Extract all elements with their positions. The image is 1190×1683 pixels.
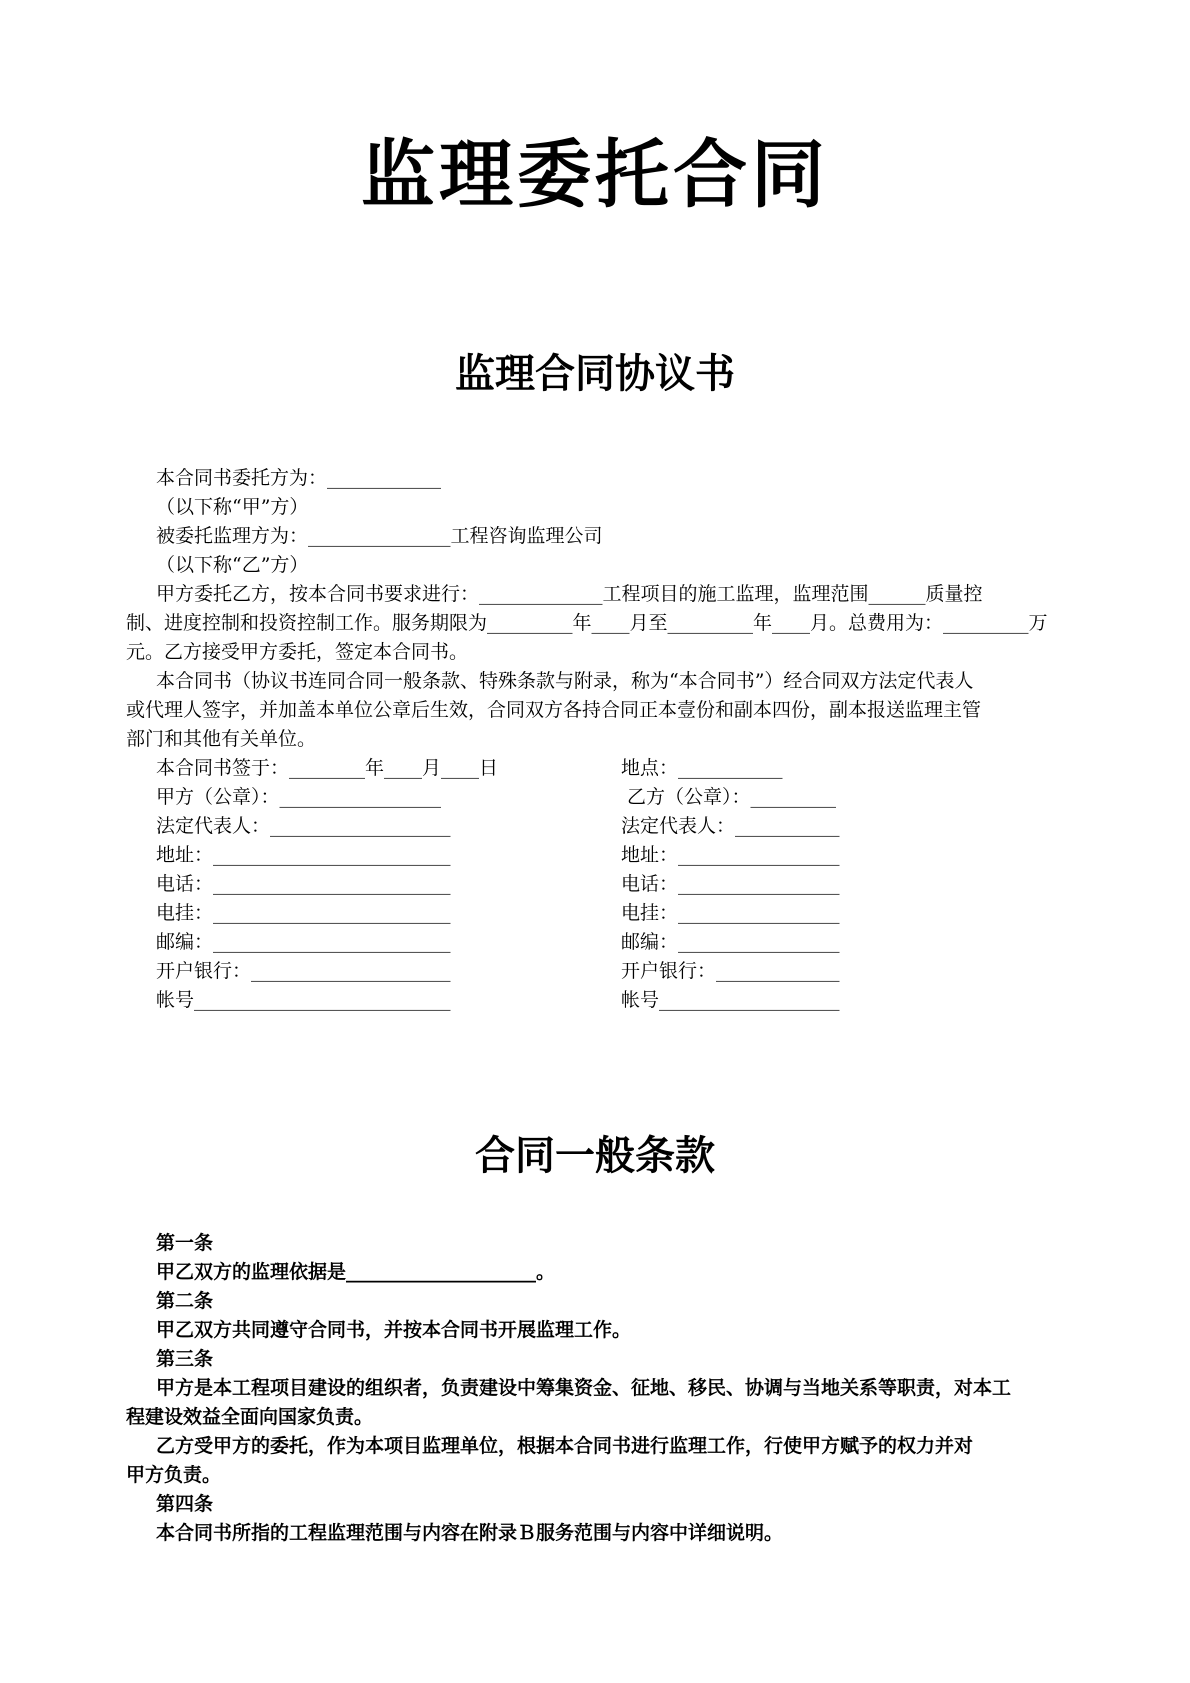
- party-b-account-field: 帐号___________________: [621, 989, 840, 1011]
- article-3-text-line1: 甲方是本工程项目建设的组织者，负责建设中筹集资金、征地、移民、协调与当地关系等职责，对本工: [156, 1377, 1012, 1399]
- party-b-seal-field: 乙方（公章）：_________: [621, 786, 837, 808]
- signing-place-field: 地点：___________: [621, 757, 783, 779]
- party-b-address-field: 地址：_________________: [621, 844, 840, 866]
- article-1-title: 第一条: [156, 1232, 214, 1254]
- party-a-seal-field: 甲方（公章）：_________________: [156, 786, 442, 808]
- party-b-representative-field: 法定代表人：___________: [621, 815, 840, 837]
- party-a-representative-field: 法定代表人：___________________: [156, 815, 451, 837]
- party-a-bank-field: 开户银行：_____________________: [156, 960, 451, 982]
- signed-date-field: 本合同书签于：________年____月____日: [156, 757, 499, 779]
- party-b-phone-field: 电话：_________________: [621, 873, 840, 895]
- article-2-title: 第二条: [156, 1290, 214, 1312]
- party-b-postcode-field: 邮编：_________________: [621, 931, 840, 953]
- party-a-telegraph-field: 电挂：_________________________: [156, 902, 451, 924]
- party-b-alias: （以下称“乙”方）: [156, 554, 309, 576]
- article-4-title: 第四条: [156, 1493, 214, 1515]
- party-b-bank-field: 开户银行：_____________: [621, 960, 840, 982]
- para1-line3: 元。乙方接受甲方委托，签定本合同书。: [126, 641, 469, 663]
- main-title: 监理委托合同: [361, 132, 829, 218]
- general-terms-title: 合同一般条款: [475, 1133, 715, 1179]
- para1-line2: 制、进度控制和投资控制工作。服务期限为_________年____月至_________年____月。总费用为：_________万: [126, 612, 1048, 634]
- article-2-text: 甲乙双方共同遵守合同书，并按本合同书开展监理工作。: [156, 1319, 632, 1341]
- article-3-title: 第三条: [156, 1348, 214, 1370]
- article-1-text: 甲乙双方的监理依据是____________________。: [156, 1261, 556, 1283]
- party-a-address-field: 地址：_________________________: [156, 844, 451, 866]
- article-4-text: 本合同书所指的工程监理范围与内容在附录Ｂ服务范围与内容中详细说明。: [156, 1522, 784, 1544]
- article-3-text2-line1: 乙方受甲方的委托，作为本项目监理单位，根据本合同书进行监理工作，行使甲方赋予的权力并对: [156, 1435, 974, 1457]
- para2-line2: 或代理人签字，并加盖本单位公章后生效，合同双方各持合同正本壹份和副本四份，副本报送监理主管: [126, 699, 982, 721]
- principal-line: 本合同书委托方为：____________: [156, 467, 442, 489]
- article-3-text-line2: 程建设效益全面向国家负责。: [126, 1406, 374, 1428]
- article-3-text2-line2: 甲方负责。: [126, 1464, 222, 1486]
- para1-line1: 甲方委托乙方，按本合同书要求进行：_____________工程项目的施工监理，监理范围______质量控: [156, 583, 983, 605]
- para2-line1: 本合同书（协议书连同合同一般条款、特殊条款与附录，称为“本合同书”）经合同双方法定代表人: [156, 670, 974, 692]
- party-a-alias: （以下称“甲”方）: [156, 496, 309, 518]
- agreement-title: 监理合同协议书: [455, 351, 735, 397]
- party-b-telegraph-field: 电挂：_________________: [621, 902, 840, 924]
- party-a-postcode-field: 邮编：_________________________: [156, 931, 451, 953]
- agent-line: 被委托监理方为：_______________工程咨询监理公司: [156, 525, 603, 547]
- para2-line3: 部门和其他有关单位。: [126, 728, 317, 750]
- party-a-phone-field: 电话：_________________________: [156, 873, 451, 895]
- party-a-account-field: 帐号___________________________: [156, 989, 451, 1011]
